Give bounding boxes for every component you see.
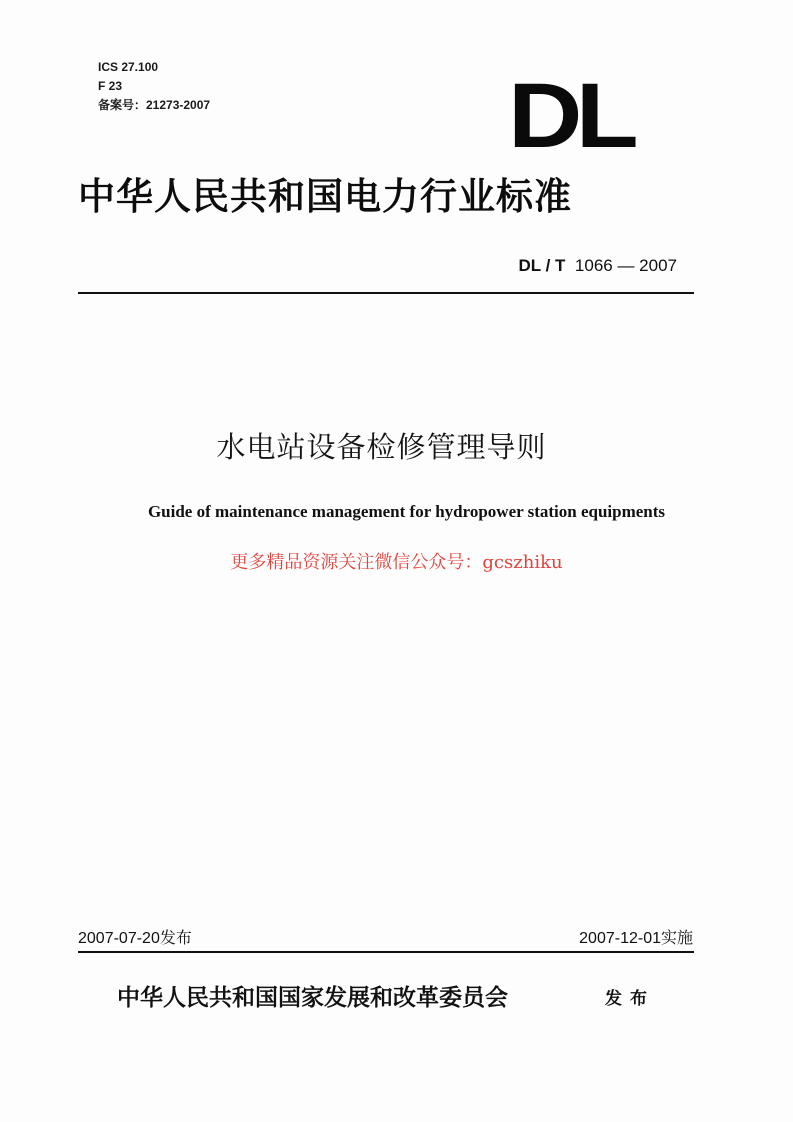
implementation-date: 2007-12-01实施 [579, 930, 693, 947]
bottom-divider [78, 951, 694, 953]
metadata-block [98, 58, 210, 115]
standard-code-number: 1066 — 2007 [574, 256, 677, 275]
dl-logo: DL [508, 80, 632, 152]
promo-text: 更多精品资源关注微信公众号：gcszhiku [230, 552, 563, 573]
standard-code-prefix: DL / T [518, 256, 566, 275]
issue-date: 2007-07-20发布 [78, 930, 192, 947]
record-number: 备案号：21273-2007 [98, 98, 211, 112]
standard-category-title: 中华人民共和国电力行业标准 [78, 175, 572, 218]
document-title-cn: 水电站设备检修管理导则 [216, 430, 547, 464]
publisher-name: 中华人民共和国国家发展和改革委员会 [117, 985, 508, 1011]
top-divider [78, 292, 694, 294]
classification-code: F 23 [98, 79, 123, 93]
standard-code [519, 255, 677, 277]
publish-label: 发布 [605, 989, 655, 1009]
ics-code: ICS 27.100 [98, 60, 159, 74]
document-title-en: Guide of maintenance management for hydropower station equipments [147, 502, 666, 521]
